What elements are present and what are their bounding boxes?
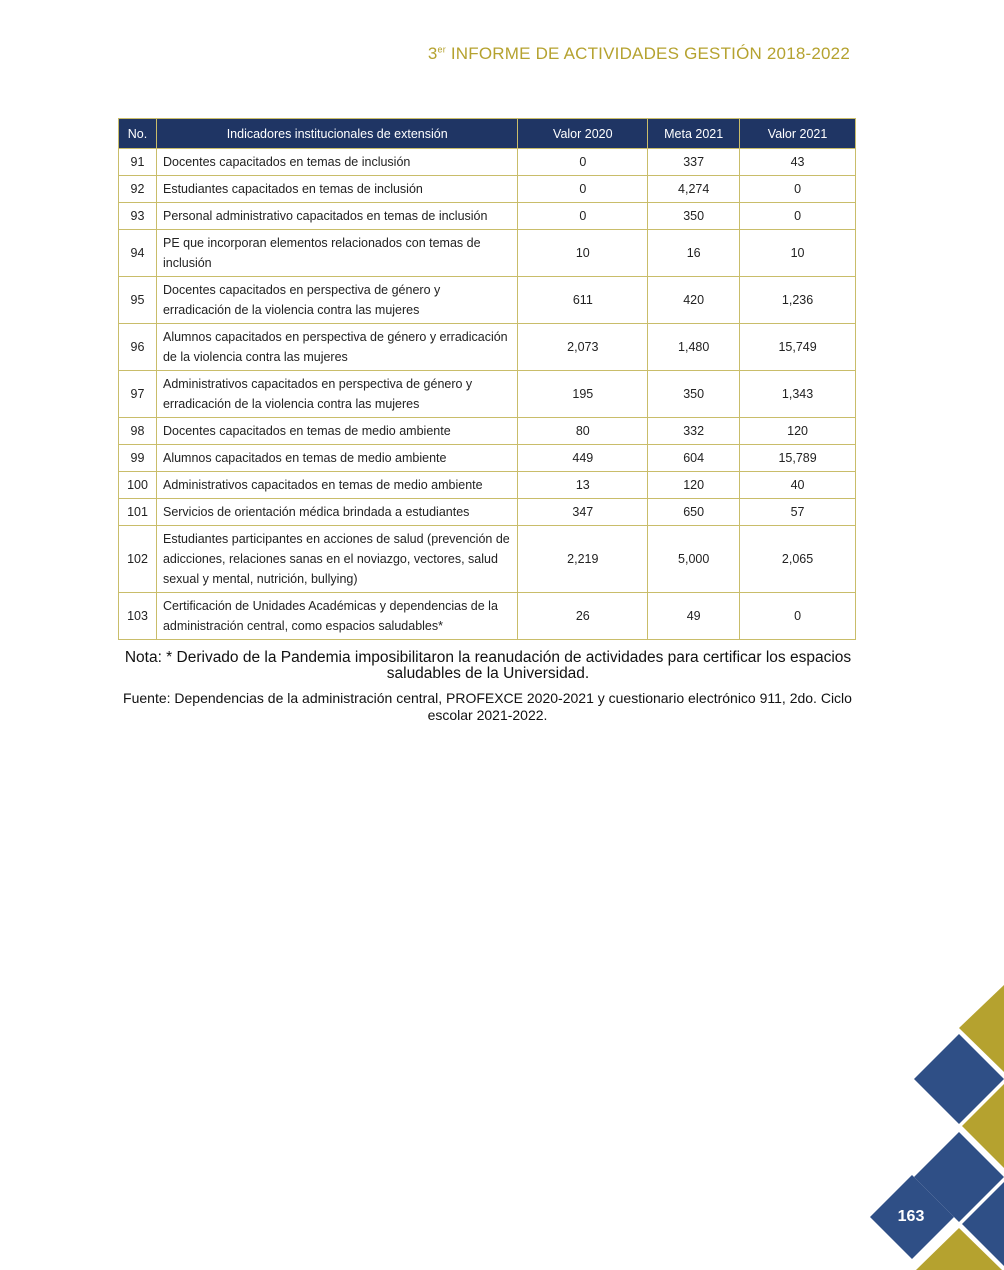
cell-no: 97 (119, 371, 157, 418)
table-row (119, 230, 856, 277)
cell-no: 99 (119, 445, 157, 472)
indicators-table (118, 118, 856, 640)
cell-meta-2021: 120 (648, 472, 740, 499)
cell-no: 101 (119, 499, 157, 526)
cell-valor-2021: 0 (740, 176, 856, 203)
cell-valor-2021: 15,789 (740, 445, 856, 472)
cell-no: 95 (119, 277, 157, 324)
cell-meta-2021: 650 (648, 499, 740, 526)
cell-no: 100 (119, 472, 157, 499)
cell-indicator: Estudiantes participantes en acciones de salud (prevención de adicciones, relaciones sanas en el noviazgo, vectores, salud sexual y mental, nutrición, bullying) (156, 526, 517, 593)
cell-meta-2021: 332 (648, 418, 740, 445)
cell-valor-2021: 57 (740, 499, 856, 526)
cell-indicator: Docentes capacitados en temas de medio ambiente (156, 418, 517, 445)
cell-valor-2020: 0 (518, 149, 648, 176)
header-edition-number: 3 (427, 44, 438, 63)
table-row (119, 499, 856, 526)
cell-valor-2020: 0 (518, 176, 648, 203)
cell-indicator: Docentes capacitados en perspectiva de género y erradicación de la violencia contra las mujeres (156, 277, 517, 324)
cell-meta-2021: 350 (648, 203, 740, 230)
cell-valor-2020: 449 (518, 445, 648, 472)
cell-valor-2020: 195 (518, 371, 648, 418)
cell-meta-2021: 16 (648, 230, 740, 277)
table-row (119, 149, 856, 176)
table-header-row (119, 119, 856, 149)
cell-valor-2021: 120 (740, 418, 856, 445)
table-row (119, 593, 856, 640)
cell-indicator: Alumnos capacitados en perspectiva de género y erradicación de la violencia contra las mujeres (156, 324, 517, 371)
cell-meta-2021: 420 (648, 277, 740, 324)
cell-meta-2021: 4,274 (648, 176, 740, 203)
cell-valor-2021: 1,236 (740, 277, 856, 324)
cell-no: 92 (119, 176, 157, 203)
cell-no: 96 (119, 324, 157, 371)
table-body (119, 149, 856, 640)
cell-meta-2021: 1,480 (648, 324, 740, 371)
cell-valor-2021: 0 (740, 203, 856, 230)
cell-meta-2021: 337 (648, 149, 740, 176)
cell-valor-2020: 2,073 (518, 324, 648, 371)
header-title: INFORME DE ACTIVIDADES GESTIÓN 2018-2022 (445, 44, 850, 63)
cell-indicator: Docentes capacitados en temas de inclusión (156, 149, 517, 176)
cell-valor-2020: 2,219 (518, 526, 648, 593)
cell-no: 93 (119, 203, 157, 230)
cell-valor-2021: 0 (740, 593, 856, 640)
cell-valor-2021: 40 (740, 472, 856, 499)
cell-valor-2021: 43 (740, 149, 856, 176)
cell-valor-2021: 10 (740, 230, 856, 277)
cell-valor-2021: 15,749 (740, 324, 856, 371)
cell-valor-2020: 13 (518, 472, 648, 499)
cell-no: 94 (119, 230, 157, 277)
table-note: Nota: * Derivado de la Pandemia imposibilitaron la reanudación de actividades para certificar los espacios saludables de la Universidad. (124, 649, 852, 682)
cell-indicator: Administrativos capacitados en temas de medio ambiente (156, 472, 517, 499)
cell-indicator: PE que incorporan elementos relacionados con temas de inclusión (156, 230, 517, 277)
cell-no: 103 (119, 593, 157, 640)
table-row (119, 371, 856, 418)
header-meta-2021: Meta 2021 (648, 119, 740, 149)
cell-no: 102 (119, 526, 157, 593)
header-valor-2021: Valor 2021 (740, 119, 856, 149)
cell-valor-2021: 2,065 (740, 526, 856, 593)
cell-indicator: Estudiantes capacitados en temas de inclusión (156, 176, 517, 203)
cell-no: 91 (119, 149, 157, 176)
table-row (119, 526, 856, 593)
header-valor-2020: Valor 2020 (518, 119, 648, 149)
cell-valor-2021: 1,343 (740, 371, 856, 418)
cell-valor-2020: 10 (518, 230, 648, 277)
page-number: 163 (897, 1208, 925, 1225)
cell-indicator: Personal administrativo capacitados en temas de inclusión (156, 203, 517, 230)
header-indicator: Indicadores institucionales de extensión (156, 119, 517, 149)
table-row (119, 203, 856, 230)
cell-valor-2020: 347 (518, 499, 648, 526)
header-no: No. (119, 119, 157, 149)
cell-no: 98 (119, 418, 157, 445)
running-header (428, 44, 850, 64)
header-edition-suffix: er (437, 44, 446, 55)
cell-meta-2021: 49 (648, 593, 740, 640)
cell-valor-2020: 611 (518, 277, 648, 324)
cell-valor-2020: 0 (518, 203, 648, 230)
cell-valor-2020: 26 (518, 593, 648, 640)
table-row (119, 445, 856, 472)
table-row (119, 324, 856, 371)
cell-meta-2021: 604 (648, 445, 740, 472)
table-row (119, 277, 856, 324)
cell-indicator: Administrativos capacitados en perspectiva de género y erradicación de la violencia contra las mujeres (156, 371, 517, 418)
cell-valor-2020: 80 (518, 418, 648, 445)
cell-indicator: Alumnos capacitados en temas de medio ambiente (156, 445, 517, 472)
cell-meta-2021: 350 (648, 371, 740, 418)
table-source: Fuente: Dependencias de la administración central, PROFEXCE 2020-2021 y cuestionario electrónico 911, 2do. Ciclo escolar 2021-2022. (123, 690, 852, 723)
cell-indicator: Servicios de orientación médica brindada a estudiantes (156, 499, 517, 526)
cell-indicator: Certificación de Unidades Académicas y dependencias de la administración central, como espacios saludables* (156, 593, 517, 640)
cell-meta-2021: 5,000 (648, 526, 740, 593)
table-row (119, 472, 856, 499)
table-row (119, 418, 856, 445)
table-row (119, 176, 856, 203)
